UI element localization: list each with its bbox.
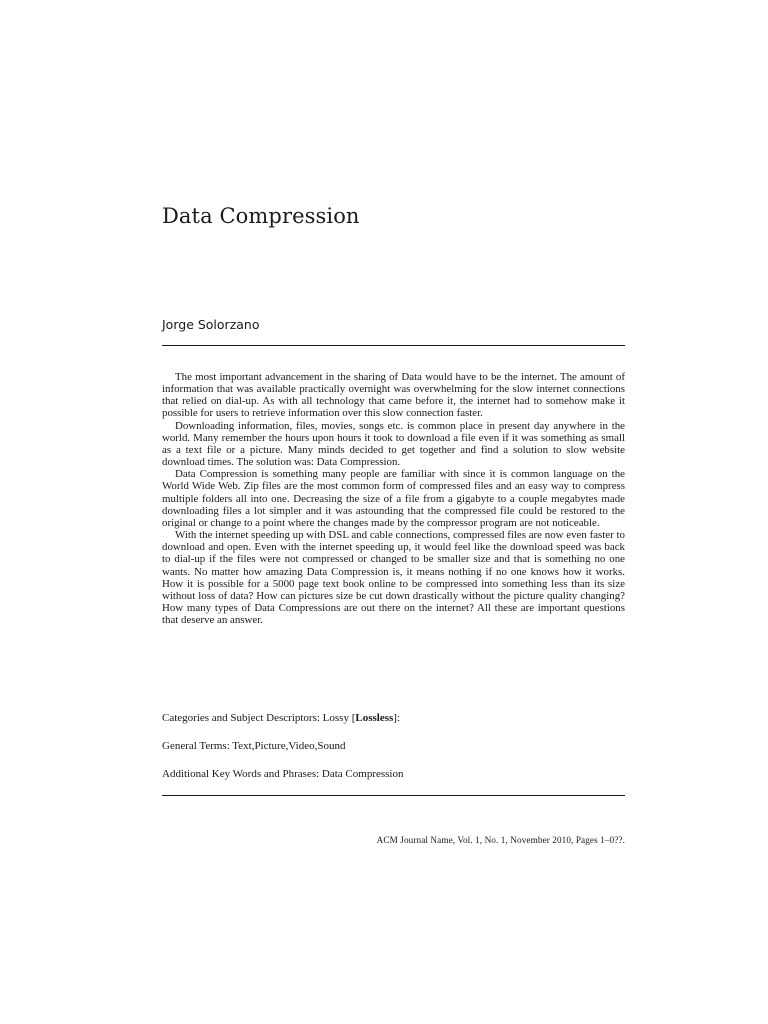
author-name: Jorge Solorzano (162, 317, 260, 332)
categories-bold: Lossless (355, 712, 394, 724)
abstract (162, 371, 625, 626)
categories-line (162, 711, 625, 725)
abstract-paragraph-2: Downloading information, files, movies, songs etc. is common place in present day anywhere in the world. Many remember the hours upon hours it took to download a file even if it was something as small as a text file or a picture. Many minds decided to get together and find a solution to slow website download times. The solution was: Data Compression. (162, 419, 625, 469)
top-divider (162, 345, 625, 346)
general-terms: General Terms: Text,Picture,Video,Sound (162, 740, 346, 752)
categories-suffix: ]: (393, 712, 401, 724)
bottom-divider (162, 795, 625, 796)
key-words: Additional Key Words and Phrases: Data Compression (162, 768, 404, 780)
abstract-paragraph-4: With the internet speeding up with DSL and cable connections, compressed files are now even faster to download and open. Even with the internet speeding up, it would feel like the download speed was back to dial-up if the files were not compressed or changed to be smaller size and that is something no one wants. No matter how amazing Data Compression is, it means nothing if no one knows how it works. How it is possible for a 5000 page text book online to be compressed into something less than its size without loss of data? How can pictures size be cut down drastically without the picture quality changing? How many types of Data Compressions are out there on the internet? All these are important questions that deserve an answer. (162, 529, 625, 627)
abstract-paragraph-1: The most important advancement in the sharing of Data would have to be the internet. The amount of information that was available practically overnight was overwhelming for the slow internet connections that relied on dial-up. As with all technology that came before it, the internet had to somehow make it possible for users to retrieve information over this slow connection faster. (162, 371, 625, 420)
categories-prefix: Categories and Subject Descriptors: Lossy [ (162, 712, 356, 724)
paper-title: Data Compression (162, 204, 360, 228)
abstract-paragraph-3: Data Compression is something many people are familiar with since it is common language on the World Wide Web. Zip files are the most common form of compressed files and an easy way to compress multiple folders all into one. Decreasing the size of a file from a gigabyte to a couple megabytes made downloading files a lot simpler and it was astounding that the compressed file could be restored to the original or change to a point where the changes made by the compressor program are not noticeable. (162, 468, 625, 529)
journal-footer: ACM Journal Name, Vol. 1, No. 1, November 2010, Pages 1–0??. (376, 835, 625, 845)
